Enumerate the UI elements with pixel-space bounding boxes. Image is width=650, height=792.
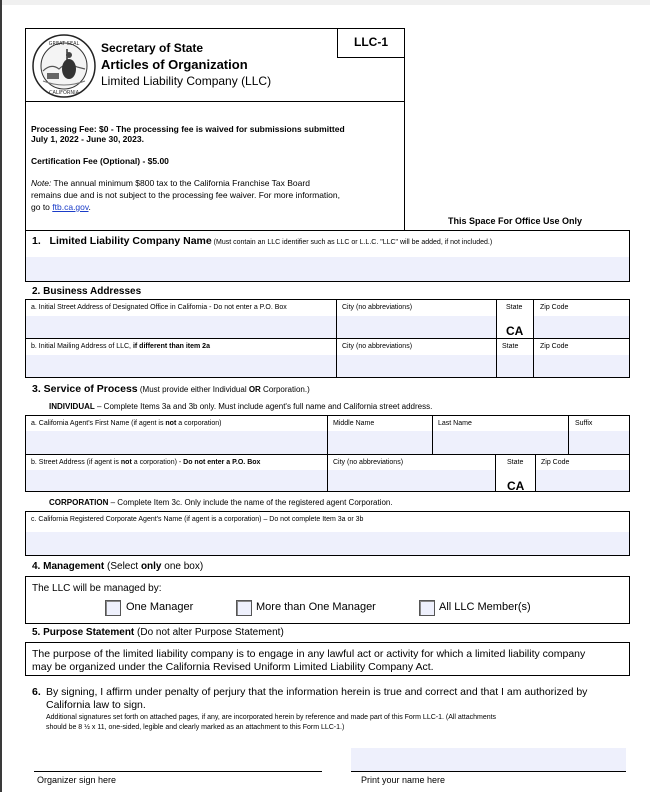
note-line-3-prefix: go to <box>31 202 53 212</box>
individual-text: – Complete Items 3a and 3b only. Must include agent's full name and California street address. <box>94 402 433 411</box>
viewer-left-edge <box>0 0 2 792</box>
agent-first-name-input[interactable] <box>26 431 327 454</box>
one-manager-checkbox[interactable] <box>105 600 121 616</box>
section4-heading <box>32 561 203 572</box>
agent-state-value: CA <box>507 479 525 493</box>
city-2b-input[interactable] <box>337 355 496 377</box>
state-2a-value: CA <box>506 324 524 338</box>
processing-fee-dates: July 1, 2022 - June 30, 2023. <box>31 134 144 144</box>
purpose-line-1: The purpose of the limited liability company is to engage in any lawful act or activity for which a limited liability company <box>32 648 586 660</box>
section3-heading <box>32 383 310 395</box>
all-llc-members-checkbox[interactable] <box>419 600 435 616</box>
print-name-label: Print your name here <box>361 775 446 785</box>
section5-heading <box>32 627 284 638</box>
individual-label: INDIVIDUAL <box>49 402 95 411</box>
corporate-agent-input[interactable] <box>26 532 629 555</box>
print-name-input[interactable] <box>351 748 626 771</box>
section3-title: 3. Service of Process <box>32 383 138 395</box>
section1-heading <box>32 235 492 247</box>
llc-name-input[interactable] <box>26 257 629 281</box>
california-seal-icon <box>31 33 97 99</box>
note-line-2: remains due and is not subject to the processing fee waiver. For more information, <box>31 190 340 200</box>
note-line-1 <box>31 178 310 188</box>
more-than-one-manager-label: More than One Manager <box>256 601 376 613</box>
section1-title: Limited Liability Company Name <box>49 235 212 247</box>
suffix-label: Suffix <box>575 420 593 427</box>
note-text: The annual minimum $800 tax to the California Franchise Tax Board <box>51 178 310 188</box>
agent-middle-name-input[interactable] <box>328 431 432 454</box>
purpose-line-2: may be organized under the California Revised Uniform Limited Liability Company Act. <box>32 661 434 673</box>
section3-hint-bold: OR <box>248 385 261 394</box>
section4-hint-prefix: (Select <box>104 561 141 572</box>
agent-zip-input[interactable] <box>536 470 629 491</box>
street-2a-input[interactable] <box>26 316 336 338</box>
all-llc-members-label: All LLC Member(s) <box>439 601 531 613</box>
corporation-instructions <box>49 498 393 507</box>
more-than-one-manager-checkbox[interactable] <box>236 600 252 616</box>
last-name-label: Last Name <box>438 420 472 427</box>
middle-name-label: Middle Name <box>333 420 375 427</box>
form-title: Articles of Organization <box>101 57 248 72</box>
svg-text:CALIFORNIA: CALIFORNIA <box>48 90 80 96</box>
svg-text:GREAT SEAL: GREAT SEAL <box>48 41 80 47</box>
section6-number: 6. <box>32 686 41 698</box>
signature-field[interactable] <box>34 751 322 771</box>
agent-state-label: State <box>507 459 524 466</box>
header-divider <box>25 101 405 102</box>
viewer-top-edge <box>2 0 650 5</box>
agency-name: Secretary of State <box>101 41 204 55</box>
section5-hint: (Do not alter Purpose Statement) <box>134 627 284 638</box>
note-line-3 <box>31 202 91 212</box>
address-2b-label <box>31 343 210 350</box>
section4-title: 4. Management <box>32 561 105 572</box>
agent-first-name-label-prefix: a. California Agent's First Name (if agent is <box>31 420 166 427</box>
city-2b-label: City (no abbreviations) <box>342 343 413 350</box>
agent-last-name-input[interactable] <box>433 431 568 454</box>
one-manager-label: One Manager <box>126 601 194 613</box>
city-2a-label: City (no abbreviations) <box>342 304 413 311</box>
note-line-3-suffix: . <box>88 202 91 212</box>
organizer-sign-label: Organizer sign here <box>37 775 117 785</box>
corporation-text: – Complete Item 3c. Only include the name of the registered agent Corporation. <box>108 498 393 507</box>
address-2b-label-prefix: b. Initial Mailing Address of LLC, <box>31 343 133 350</box>
agent-street-label-bold1: not <box>120 459 132 466</box>
form-subtitle: Limited Liability Company (LLC) <box>101 74 272 88</box>
city-2a-input[interactable] <box>337 316 496 338</box>
processing-fee: Processing Fee: $0 - The processing fee is waived for submissions submitted <box>31 124 345 134</box>
zip-2b-input[interactable] <box>534 355 629 377</box>
section3-hint-suffix: Corporation.) <box>260 385 310 394</box>
print-name-line <box>351 771 626 772</box>
agent-street-label <box>31 459 260 466</box>
section4-hint-bold: only <box>140 561 162 572</box>
certification-fee: Certification Fee (Optional) - $5.00 <box>31 156 169 166</box>
section2-title: 2. Business Addresses <box>32 286 142 297</box>
street-2b-input[interactable] <box>26 355 336 377</box>
affirmation-line-2: California law to sign. <box>46 699 146 711</box>
attachments-note-1: Additional signatures set forth on attached pages, if any, are incorporated herein by reference and made part of this Form LLC-1. (All attachments <box>46 714 497 721</box>
agent-suffix-input[interactable] <box>569 431 629 454</box>
management-intro: The LLC will be managed by: <box>32 583 162 594</box>
agent-first-name-label <box>31 420 221 427</box>
state-2b-input[interactable] <box>497 355 533 377</box>
form-number: LLC-1 <box>354 35 388 49</box>
affirmation-line-1: By signing, I affirm under penalty of perjury that the information herein is true and correct and that I am authorized by <box>46 686 588 698</box>
zip-2a-label: Zip Code <box>540 304 569 311</box>
address-2a-label: a. Initial Street Address of Designated Office in California - Do not enter a P.O. Box <box>31 304 287 311</box>
agent-city-input[interactable] <box>328 470 495 491</box>
zip-2b-label: Zip Code <box>540 343 569 350</box>
zip-2a-input[interactable] <box>534 316 629 338</box>
corporation-label: CORPORATION <box>49 498 109 507</box>
address-2b-label-bold: if different than item 2a <box>132 343 210 350</box>
section4-hint-suffix: one box) <box>161 561 204 572</box>
note-label: Note: <box>31 178 52 188</box>
office-use-label: This Space For Office Use Only <box>448 216 583 226</box>
agent-first-name-label-suffix: a corporation) <box>176 420 222 427</box>
section1-hint: (Must contain an LLC identifier such as LLC or L.L.C. "LLC" will be added, if not included.) <box>211 239 493 246</box>
section2-row-divider <box>25 338 630 339</box>
ftb-link[interactable]: ftb.ca.gov <box>52 202 89 212</box>
agent-street-label-mid: a corporation) - <box>131 459 184 466</box>
attachments-note-2: should be 8 ½ x 11, one-sided, legible and clearly marked as an attachment to this Form LLC-1.) <box>46 724 345 731</box>
corporate-agent-label: c. California Registered Corporate Agent's Name (if agent is a corporation) – Do not complete Item 3a or 3b <box>31 516 364 523</box>
agent-street-label-bold2: Do not enter a P.O. Box <box>183 459 261 466</box>
section1-number: 1. <box>32 235 41 247</box>
signature-line <box>34 771 322 772</box>
state-2a-label: State <box>506 304 523 311</box>
individual-instructions <box>49 402 432 411</box>
state-2b-label: State <box>502 343 519 350</box>
agent-street-input[interactable] <box>26 470 327 491</box>
agent-zip-label: Zip Code <box>541 459 570 466</box>
section3-hint-prefix: (Must provide either Individual <box>137 385 249 394</box>
section5-title: 5. Purpose Statement <box>32 627 135 638</box>
agent-street-label-prefix: b. Street Address (if agent is <box>31 459 121 466</box>
section3-col-divider-4 <box>495 454 496 492</box>
agent-city-label: City (no abbreviations) <box>333 459 404 466</box>
agent-first-name-label-bold: not <box>165 420 177 427</box>
